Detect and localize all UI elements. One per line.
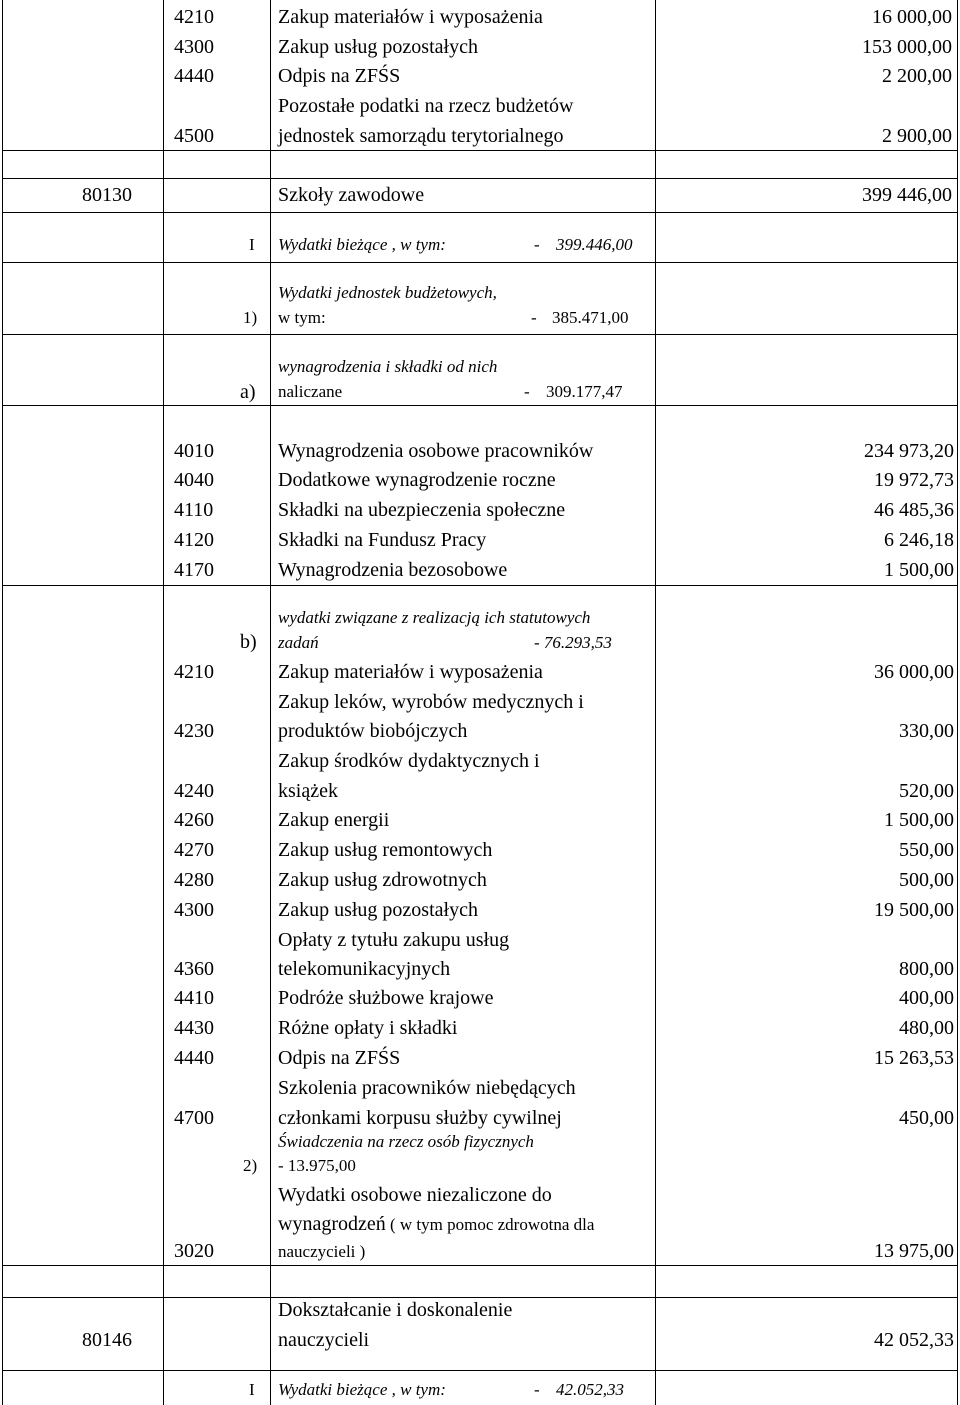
row-line bbox=[2, 212, 958, 213]
category-label: Wydatki bieżące , w tym: bbox=[278, 1380, 446, 1399]
category-label-line1: wydatki związane z realizacją ich statutowych bbox=[278, 608, 591, 627]
row-code: 4170 bbox=[174, 559, 214, 581]
row-code: 4270 bbox=[174, 839, 214, 861]
row-description-line2: członkami korpusu służby cywilnej bbox=[278, 1107, 562, 1129]
category-label: Wydatki bieżące , w tym: bbox=[278, 235, 446, 254]
row-description: Zakup usług pozostałych bbox=[278, 36, 478, 58]
row-description-line1: Szkolenia pracowników niebędących bbox=[278, 1077, 576, 1099]
section-amount: 399 446,00 bbox=[862, 184, 952, 206]
category-label-line1: Wydatki jednostek budżetowych, bbox=[278, 283, 497, 302]
row-description-line2: książek bbox=[278, 780, 338, 802]
row-code: 4500 bbox=[174, 125, 214, 147]
row-description-line1: Zakup środków dydaktycznych i bbox=[278, 750, 540, 772]
row-code: 4040 bbox=[174, 469, 214, 491]
row-code: 4230 bbox=[174, 720, 214, 742]
category-label-line2: - 13.975,00 bbox=[278, 1156, 356, 1175]
row-description: Wynagrodzenia osobowe pracowników bbox=[278, 440, 594, 462]
row-amount: 800,00 bbox=[899, 958, 954, 980]
category-number: I bbox=[249, 1380, 255, 1399]
row-code: 4110 bbox=[174, 499, 214, 521]
row-description: Zakup usług zdrowotnych bbox=[278, 869, 487, 891]
row-amount: 36 000,00 bbox=[874, 661, 954, 683]
row-amount: 46 485,36 bbox=[874, 499, 954, 521]
section-amount: 42 052,33 bbox=[874, 1329, 954, 1351]
row-description-line1: Opłaty z tytułu zakupu usług bbox=[278, 929, 510, 951]
row-line bbox=[2, 1297, 958, 1298]
row-description-line1: Wydatki osobowe niezaliczone do bbox=[278, 1184, 552, 1206]
row-amount: 15 263,53 bbox=[874, 1047, 954, 1069]
row-description-line2: jednostek samorządu terytorialnego bbox=[278, 125, 564, 147]
row-code: 4300 bbox=[174, 36, 214, 58]
row-amount: 550,00 bbox=[899, 839, 954, 861]
row-amount: 450,00 bbox=[899, 1107, 954, 1129]
category-label-line1: Świadczenia na rzecz osób fizycznych bbox=[278, 1132, 534, 1151]
row-description: Zakup materiałów i wyposażenia bbox=[278, 6, 543, 28]
category-number: I bbox=[249, 235, 255, 254]
row-amount: 1 500,00 bbox=[884, 559, 954, 581]
row-line bbox=[2, 1265, 958, 1266]
col-divider-sub bbox=[655, 0, 656, 1405]
category-amount: 42.052,33 bbox=[556, 1380, 624, 1399]
row-amount: 19 500,00 bbox=[874, 899, 954, 921]
table-border-right bbox=[957, 0, 958, 1405]
category-label-line2: naliczane bbox=[278, 382, 343, 401]
row-code: 4440 bbox=[174, 1047, 214, 1069]
row-amount: 2 200,00 bbox=[882, 65, 952, 87]
row-description: Składki na Fundusz Pracy bbox=[278, 529, 487, 551]
row-amount: 19 972,73 bbox=[874, 469, 954, 491]
row-description-line1: Pozostałe podatki na rzecz budżetów bbox=[278, 95, 574, 117]
row-amount: 153 000,00 bbox=[862, 36, 952, 58]
row-description-line2 bbox=[278, 1214, 594, 1234]
row-amount: 520,00 bbox=[899, 780, 954, 802]
row-description-line2: telekomunikacyjnych bbox=[278, 958, 451, 980]
row-amount: 2 900,00 bbox=[882, 125, 952, 147]
row-description-line3: nauczycieli ) bbox=[278, 1242, 366, 1261]
section-title: Szkoły zawodowe bbox=[278, 184, 425, 206]
row-code: 4700 bbox=[174, 1107, 214, 1129]
row-description-line2: produktów biobójczych bbox=[278, 720, 468, 742]
row-amount: 1 500,00 bbox=[884, 809, 954, 831]
category-dash: - bbox=[524, 382, 530, 401]
category-amount: 309.177,47 bbox=[546, 382, 623, 401]
row-description: Podróże służbowe krajowe bbox=[278, 987, 494, 1009]
row-line bbox=[2, 405, 958, 406]
row-code: 4410 bbox=[174, 987, 214, 1009]
row-description: Zakup energii bbox=[278, 809, 390, 831]
category-label-line2: w tym: bbox=[278, 308, 326, 327]
section-code: 80146 bbox=[82, 1329, 132, 1351]
row-code: 4360 bbox=[174, 958, 214, 980]
category-amount: - 76.293,53 bbox=[534, 633, 612, 652]
row-code: 4440 bbox=[174, 65, 214, 87]
category-number: b) bbox=[240, 631, 257, 653]
row-amount: 330,00 bbox=[899, 720, 954, 742]
row-line bbox=[2, 262, 958, 263]
row-code: 4210 bbox=[174, 6, 214, 28]
row-line bbox=[2, 585, 958, 586]
row-description-note: ( w tym pomoc zdrowotna dla bbox=[385, 1215, 595, 1234]
category-dash: - bbox=[534, 1380, 540, 1399]
row-description: Wynagrodzenia bezosobowe bbox=[278, 559, 508, 581]
row-code: 4430 bbox=[174, 1017, 214, 1039]
row-description-main: wynagrodzeń bbox=[278, 1213, 386, 1235]
category-number: 2) bbox=[243, 1156, 258, 1175]
category-number: 1) bbox=[243, 308, 258, 327]
section-title-line2: nauczycieli bbox=[278, 1329, 370, 1351]
section-title-line1: Dokształcanie i doskonalenie bbox=[278, 1299, 513, 1321]
row-line bbox=[2, 334, 958, 335]
row-description: Różne opłaty i składki bbox=[278, 1017, 458, 1039]
row-description: Zakup materiałów i wyposażenia bbox=[278, 661, 543, 683]
row-description-line1: Zakup leków, wyrobów medycznych i bbox=[278, 691, 584, 713]
row-description: Zakup usług pozostałych bbox=[278, 899, 478, 921]
row-description: Odpis na ZFŚS bbox=[278, 65, 401, 87]
row-code: 3020 bbox=[174, 1240, 214, 1262]
row-line bbox=[2, 150, 958, 151]
col-divider-code bbox=[270, 0, 271, 1405]
row-code: 4010 bbox=[174, 440, 214, 462]
row-description: Odpis na ZFŚS bbox=[278, 1047, 401, 1069]
row-code: 4240 bbox=[174, 780, 214, 802]
category-label-line1: wynagrodzenia i składki od nich bbox=[278, 357, 498, 376]
category-number: a) bbox=[240, 381, 256, 403]
row-amount: 480,00 bbox=[899, 1017, 954, 1039]
row-code: 4260 bbox=[174, 809, 214, 831]
category-amount: 385.471,00 bbox=[552, 308, 629, 327]
row-description: Składki na ubezpieczenia społeczne bbox=[278, 499, 566, 521]
category-dash: - bbox=[534, 235, 540, 254]
category-dash: - bbox=[531, 308, 537, 327]
row-code: 4280 bbox=[174, 869, 214, 891]
row-code: 4210 bbox=[174, 661, 214, 683]
row-amount: 6 246,18 bbox=[884, 529, 954, 551]
section-code: 80130 bbox=[82, 184, 132, 206]
col-divider-section bbox=[163, 0, 164, 1405]
category-amount: 399.446,00 bbox=[556, 235, 633, 254]
row-line bbox=[2, 1370, 958, 1371]
row-amount: 500,00 bbox=[899, 869, 954, 891]
row-description: Dodatkowe wynagrodzenie roczne bbox=[278, 469, 556, 491]
row-code: 4120 bbox=[174, 529, 214, 551]
row-amount: 16 000,00 bbox=[872, 6, 952, 28]
row-amount: 234 973,20 bbox=[864, 440, 954, 462]
row-amount: 13 975,00 bbox=[874, 1240, 954, 1262]
row-line bbox=[2, 178, 958, 179]
row-description: Zakup usług remontowych bbox=[278, 839, 493, 861]
row-amount: 400,00 bbox=[899, 987, 954, 1009]
row-code: 4300 bbox=[174, 899, 214, 921]
category-label-line2: zadań bbox=[278, 633, 319, 652]
table-border-left bbox=[2, 0, 3, 1405]
